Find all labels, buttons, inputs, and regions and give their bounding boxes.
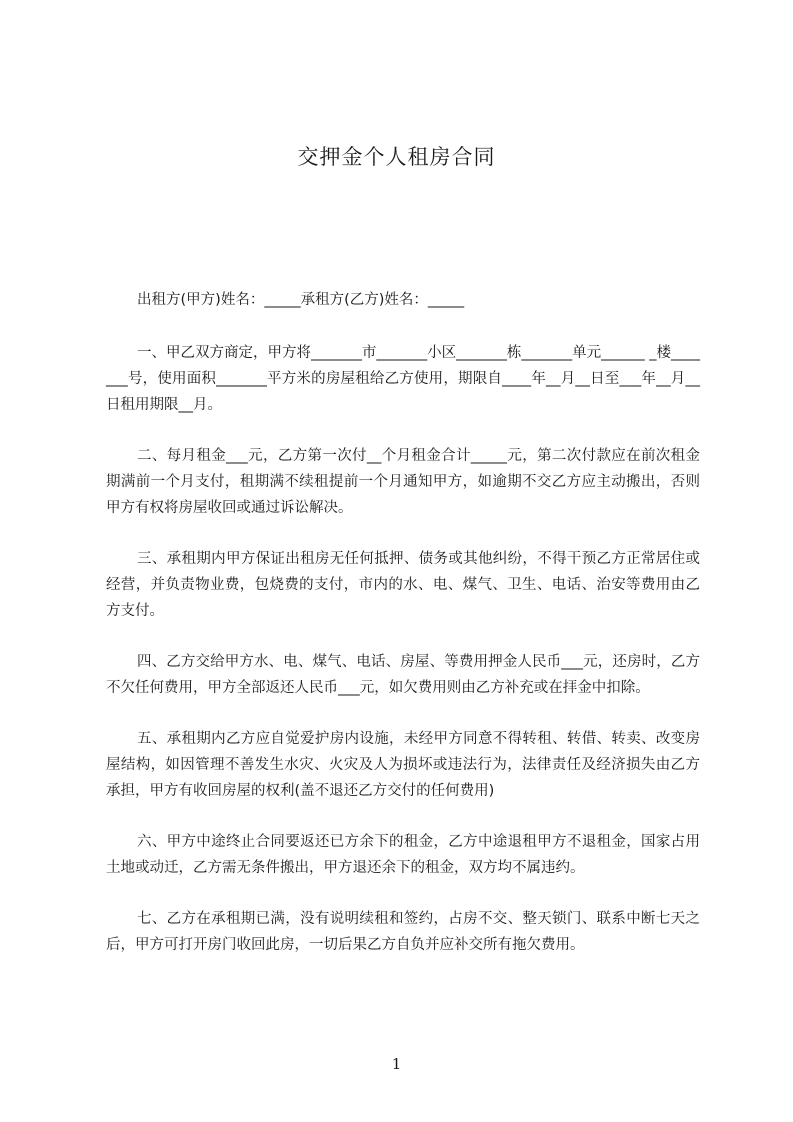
- clause-3: 三、承租期内甲方保证出租房无任何抵押、债务或其他纠纷，不得干预乙方正常居住或经营，并负责物业费，包烧费的支付，市内的水、电、煤气、卫生、电话、治安等费用由乙方支付。: [106, 551, 700, 619]
- clauses-section: [106, 340, 700, 983]
- clause-4: 四、乙方交给甲方水、电、煤气、电话、房屋、等费用押金人民币___元，还房时，乙方不欠任何费用，甲方全部返还人民币___元，如欠费用则由乙方补充或在拝金中扣除。: [106, 654, 700, 696]
- page-number: 1: [391, 1055, 402, 1073]
- clause-5: 五、承租期内乙方应自觉爱护房内设施，未经甲方同意不得转租、转借、转卖、改变房屋结构，如因管理不善发生水灾、火灾及人为损坏或违法行为，法律责任及经济损失由乙方承担，甲方有收回房屋的权利(盖不退还乙方交付的任何费用): [106, 731, 700, 799]
- clause-2: 二、每月租金___元，乙方第一次付__个月租金合计_____元，第二次付款应在前次租金期满前一个月支付，租期满不续租提前一个月通知甲方，如逾期不交乙方应主动搬出，否则甲方有权将房屋收回或通过诉讼解决。: [106, 448, 700, 516]
- parties-line: 出租方(甲方)姓名：_____承租方(乙方)姓名：_____: [137, 292, 465, 308]
- document-title: 交押金个人租房合同: [297, 145, 496, 169]
- clause-1: 一、甲乙双方商定，甲方将_______市_______小区_______栋_______单元______ _楼_______号，使用面积_______平方米的房屋租给乙方使用，期限自____年__月__日至___年__月__日租用期限__月。: [106, 345, 700, 413]
- clause-6: 六、甲方中途终止合同要返还已方余下的租金，乙方中途退租甲方不退租金，国家占用土地或动迁，乙方需无条件搬出，甲方退还余下的租金，双方均不属违约。: [106, 834, 700, 876]
- clause-7: 七、乙方在承租期已满，没有说明续租和签约，占房不交、整天锁门、联系中断七天之后，甲方可打开房门收回此房，一切后果乙方自负并应补交所有拖欠费用。: [106, 911, 700, 953]
